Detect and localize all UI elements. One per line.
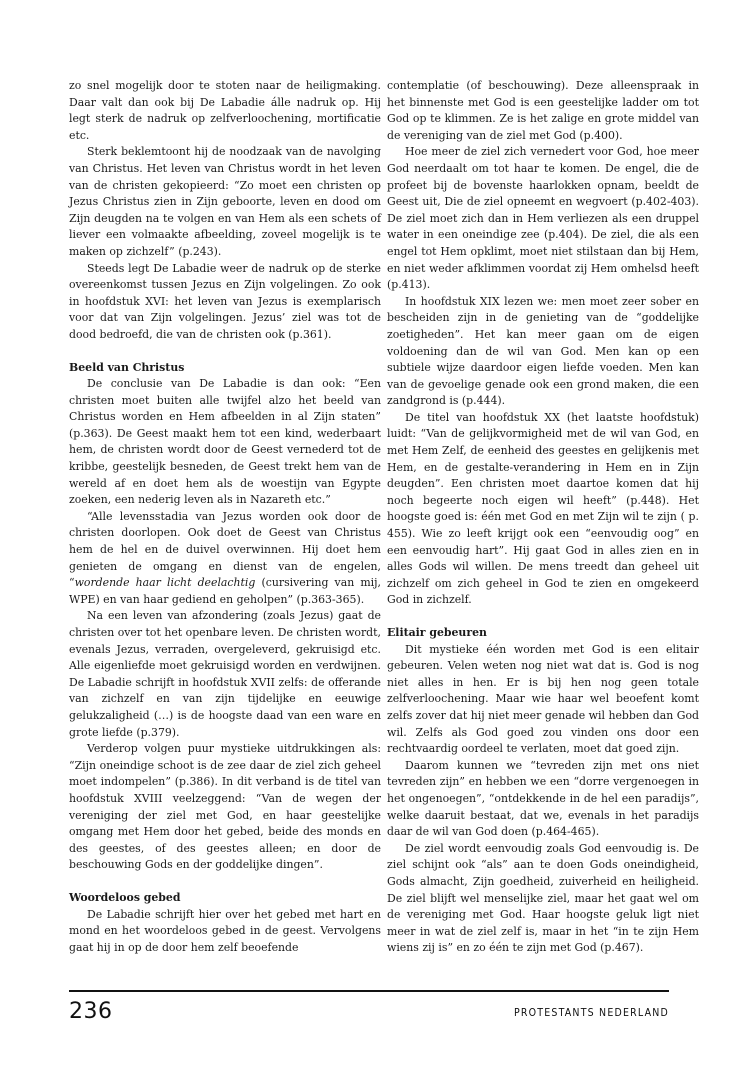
paragraph: Sterk beklemtoont hij de noodzaak van de navolging van Christus. Het leven van Christus wordt in het leven van de christen gekopieerd: “Zo moet een christen op Jezus Christus zien in Zijn geboorte, leven en dood om Zijn deugden na te volgen en van Hem als een schets of liever een volmaakte afbeelding, zoveel mogelijk is te maken op zichzelf” (p.243).	[69, 145, 381, 258]
section-heading: Elitair gebeuren	[387, 626, 487, 639]
paragraph: Hoe meer de ziel zich vernedert voor God, hoe meer God neerdaalt om tot haar te komen. De engel, die de profeet bij de bovenste haarlokken opnam, beeldt de Geest uit, Die de ziel opneemt en wegvoert (p.402-403). De ziel moet zich dan in Hem verliezen als een druppel water in een oneindige zee (p.404). De ziel, die als een engel tot Hem opklimt, moet niet stilstaan dan bij Hem, en niet weder afklimmen voordat zij Hem omhelsd heeft (p.413).	[387, 145, 699, 292]
paragraph: In hoofdstuk XIX lezen we: men moet zeer sober en bescheiden zijn in de genieting van de “goddelijke zoetigheden”. Het kan meer gaan om de eigen voldoening dan de wil van God. Men kan op een subtiele wijze daardoor eigen liefde voeden. Men kan van de gevoelige genade ook een grond maken, die een zandgrond is (p.444).	[387, 294, 699, 408]
paragraph: De titel van hoofdstuk XX (het laatste hoofdstuk) luidt: “Van de gelijkvormigheid met de wil van God, en met Hem Zelf, de eenheid des geestes en gelijkenis met Hem, en de gestalte-verandering in Hem en in Zijn deugden”. Een christen moet daartoe komen dat hij noch begeerte noch eigen wil heeft” (p.448). Het hoogste goed is: één met God en met Zijn wil te zijn ( p. 455). Wie zo leeft krijgt ook een “eenvoudig oog” en een eenvoudig hart”. Hij gaat God in alles zien en in alles Gods wil willen. De mens treedt dan geheel uit zichzelf om zich geheel in God te zien en omgekeerd God in zichzelf.	[387, 410, 699, 607]
paragraph: De Labadie schrijft hier over het gebed met hart en mond en het woordeloos gebed in de geest. Vervolgens gaat hij in op de door hem zelf beoefende	[69, 907, 381, 954]
footer-rule	[69, 990, 669, 992]
paragraph: Daarom kunnen we “tevreden zijn met ons niet tevreden zijn” en hebben we een “dorre vergenoegen in het ongenoegen”, “ontdekkende in de hel een paradijs”, welke daaruit bestaat, dat we, evenals in het paradijs daar de wil van God doen (p.464-465).	[387, 758, 699, 839]
paragraph: Dit mystieke één worden met God is een elitair gebeuren. Velen weten nog niet wat dat is. God is nog niet alles in hen. Er is bij hen nog geen totale zelfverloochening. Maar wie haar wel beoefent komt zelfs zover dat hij niet meer genade wil hebben dan God wil. Zelfs als God goed zou vinden ons door een rechtvaardig oordeel te verlaten, moet dat goed zijn.	[387, 642, 699, 756]
italic-text: wordende haar licht deelachtig	[74, 576, 256, 590]
left-column	[69, 78, 381, 956]
paragraph: Verderop volgen puur mystieke uitdrukkingen als: “Zijn oneindige schoot is de zee daar de ziel zich geheel moet indompelen” (p.386). In dit verband is de titel van hoofdstuk XVIII veelzeggend: “Van de wegen der vereniging der ziel met God, en haar geestelijke omgang met Hem door het gebed, beide des monds en des geestes, of des geestes alleen; en door de beschouwing Gods en der goddelijke dingen”.	[69, 742, 381, 872]
paragraph: De conclusie van De Labadie is dan ook: “Een christen moet buiten alle twijfel alzo het beeld van Christus worden en Hem afbeelden in al Zijn staten” (p.363). De Geest maakt hem tot een kind, wederbaart hem, de christen wordt door de Geest vernederd tot de kribbe, geestelijk besneden, de Geest trekt hem van de wereld af en doet hem als de woestijn van Egypte zoeken, een nederig leven als in Nazareth etc.”	[69, 377, 381, 507]
paragraph: Na een leven van afzondering (zoals Jezus) gaat de christen over tot het openbare leven. De christen wordt, evenals Jezus, verraden, overgeleverd, gekruisigd etc. Alle eigenliefde moet gekruisigd worden en verdwijnen. De Labadie schrijft in hoofdstuk XVII zelfs: de offerande van zichzelf en van zijn tijdelijke en eeuwige gelukzaligheid (…) is de hoogste daad van een ware en grote liefde (p.379).	[69, 609, 381, 739]
paragraph: Steeds legt De Labadie weer de nadruk op de sterke overeenkomst tussen Jezus en Zijn volgelingen. Zo ook in hoofdstuk XVI: het leven van Jezus is exemplarisch voor dat van Zijn volgelingen. Jezus’ ziel was tot de dood bedroefd, die van de christen ook (p.361).	[69, 261, 381, 341]
text-span: (cursivering van mij, WPE) en van haar gediend en geholpen” (p.363-365).	[69, 576, 382, 606]
page-number: 236	[69, 999, 113, 1024]
right-column	[387, 78, 699, 957]
section-heading: Beeld van Christus	[69, 360, 185, 374]
section-heading: Woordeloos gebed	[69, 890, 181, 904]
text-span: “Alle levensstadia van Jezus worden ook door de christen doorlopen. Ook doet de Geest van Christus hem de hel en de duivel overwinnen. Hij doet hem genieten de omgang en dienst van de engelen, “	[69, 509, 381, 590]
running-title: PROTESTANTS NEDERLAND	[513, 1007, 669, 1019]
paragraph: zo snel mogelijk door te stoten naar de heiligmaking. Daar valt dan ook bij De Labadie álle nadruk op. Hij legt sterk de nadruk op zelfverloochening, mortificatie etc.	[69, 79, 381, 142]
paragraph	[69, 509, 381, 609]
paragraph: contemplatie (of beschouwing). Deze alleenspraak in het binnenste met God is een geestelijke ladder om tot God op te klimmen. Ze is het zalige en grote middel van de vereniging van de ziel met God (p.400).	[387, 79, 699, 142]
paragraph: De ziel wordt eenvoudig zoals God eenvoudig is. De ziel schijnt ook “als” aan te doen Gods oneindigheid, Gods almacht, Zijn goedheid, zuiverheid en heiligheid. De ziel blijft wel menselijke ziel, maar het gaat wel om de vereniging met God. Haar hoogste geluk ligt niet meer in wat de ziel zelf is, maar in het “in te zijn Hem wiens zij is” en zo één te zijn met God (p.467).	[387, 841, 699, 955]
